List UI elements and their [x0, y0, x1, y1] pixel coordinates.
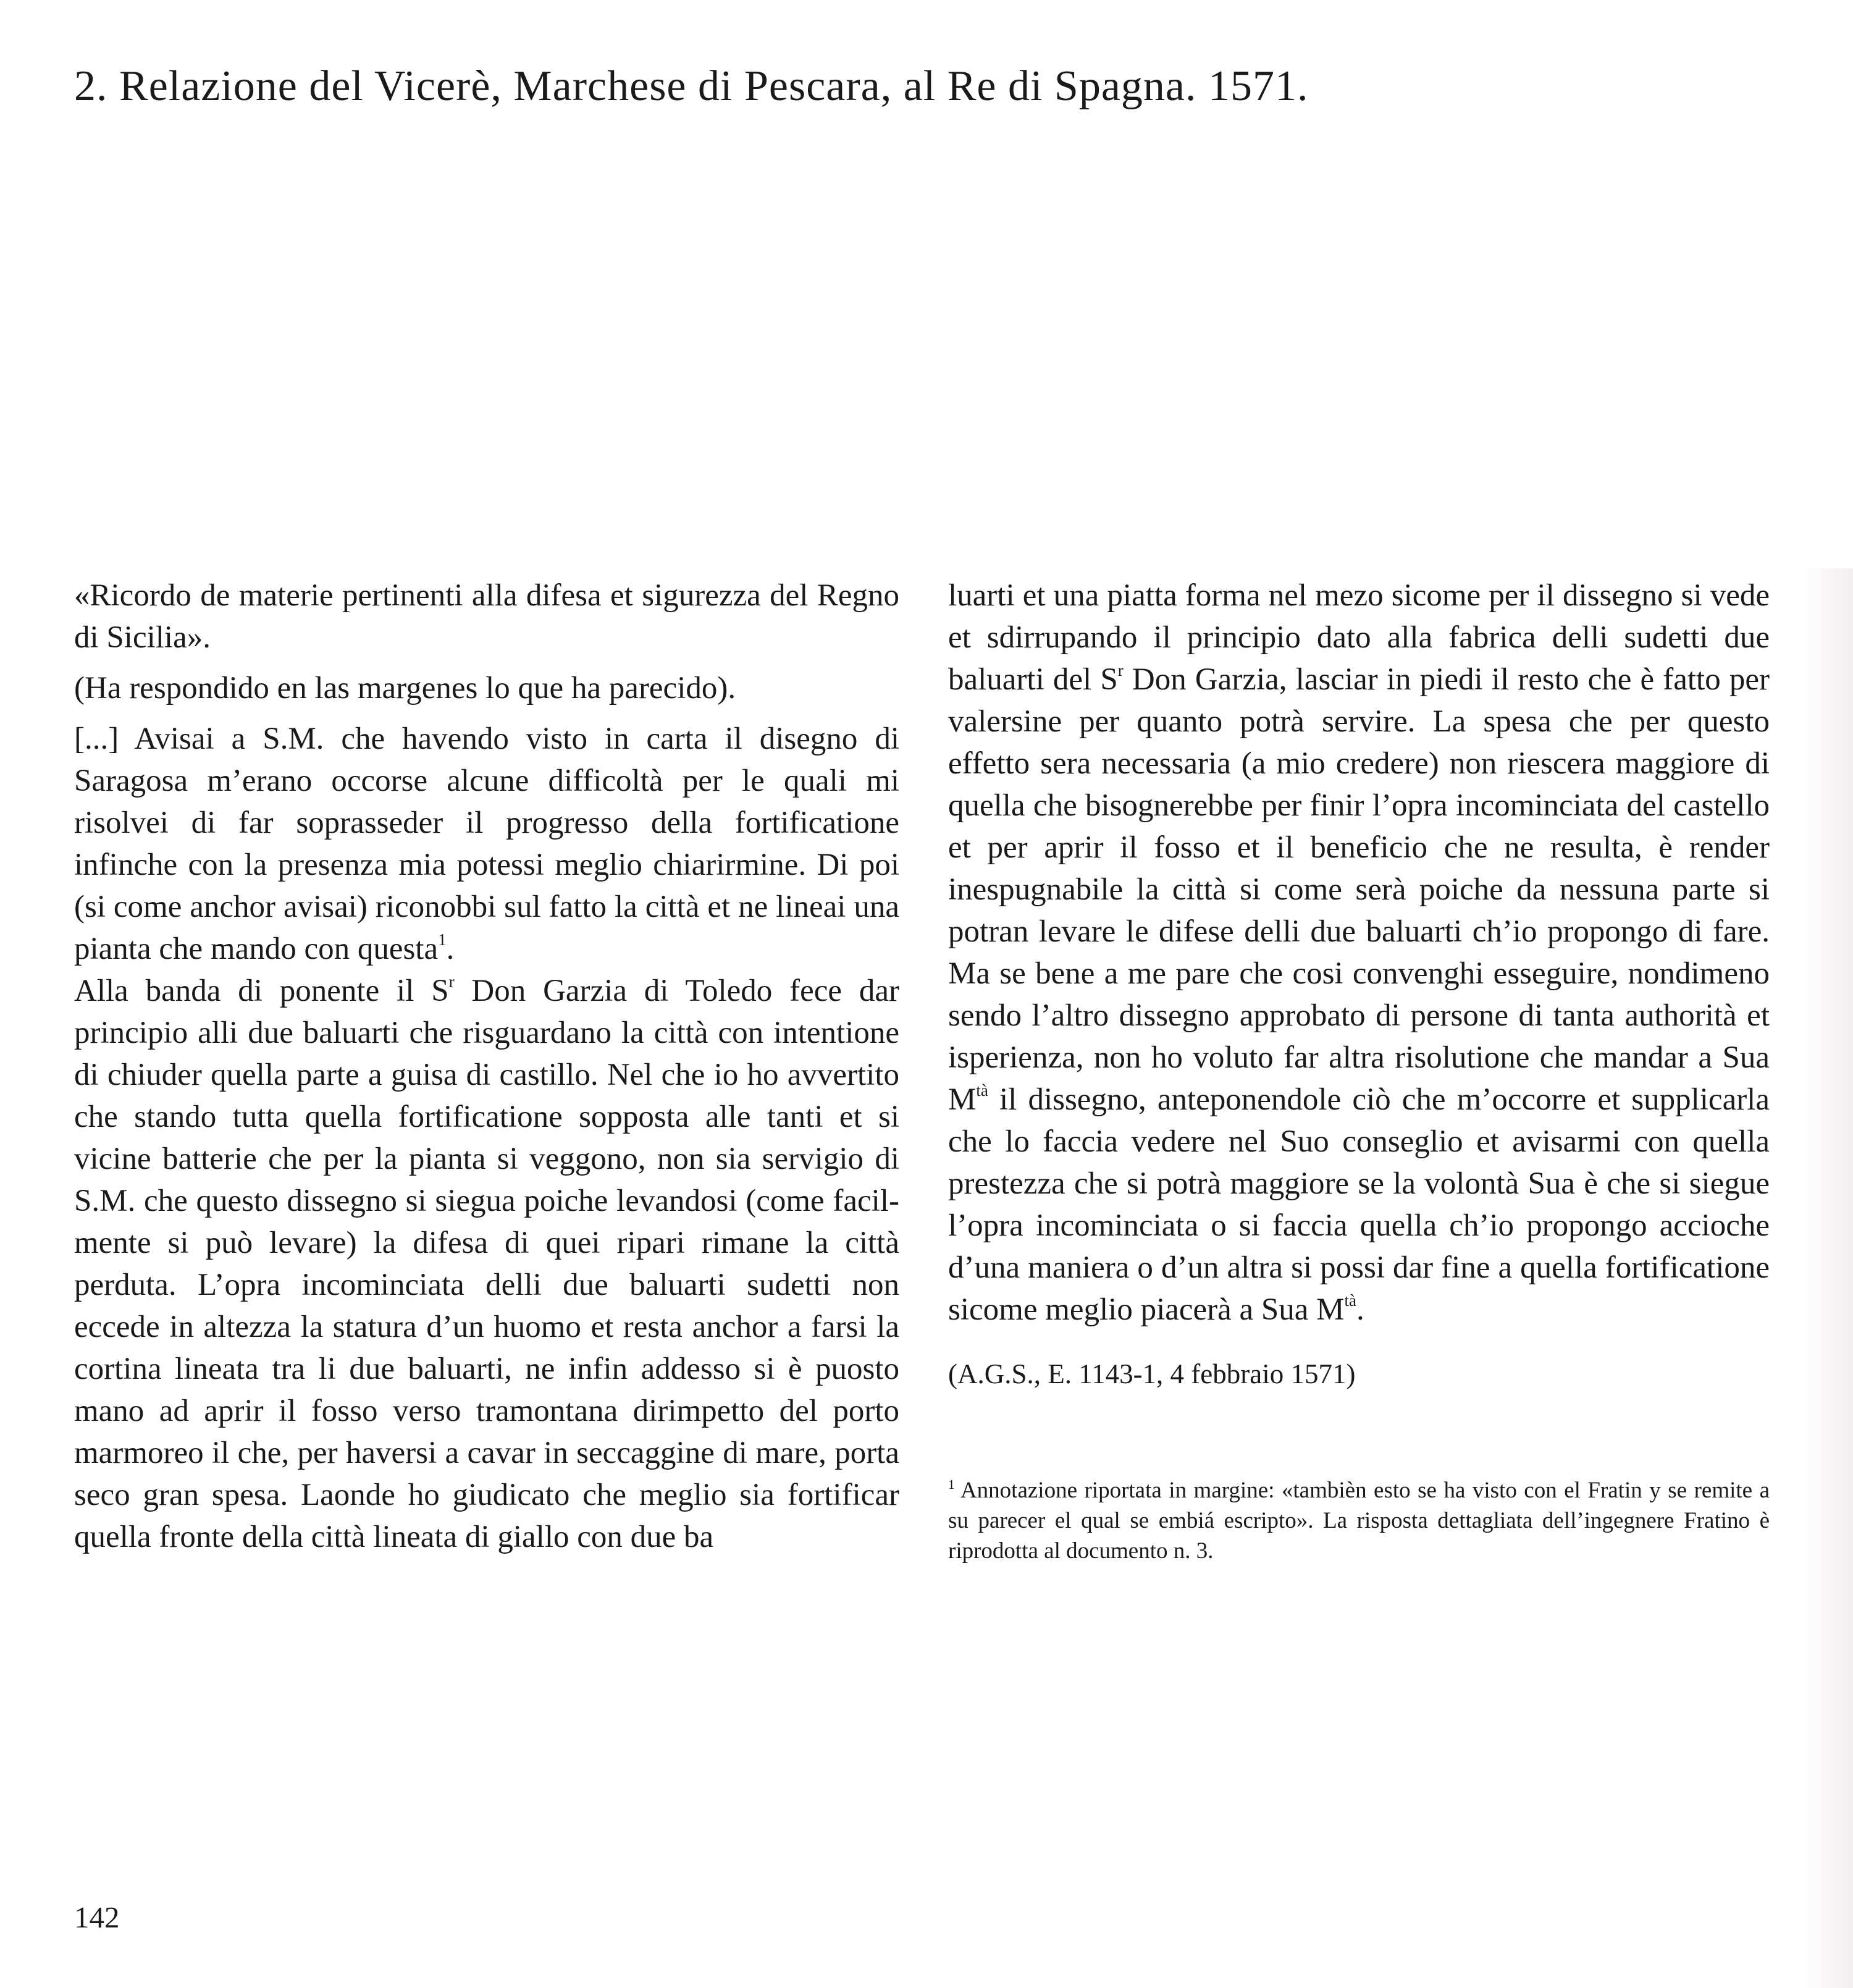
footnote [948, 1475, 1770, 1566]
spanish-note: (Ha respondido en las margenes lo que ha parecido). [74, 671, 736, 705]
continued-text-c: il dissegno, anteponendole ciò che m’occorre et supplicarla che lo faccia vedere nel Suo conseglio et avisarmi con quella prestezza che si potrà maggiore se la volontà Sua è che si siegue l’opra incominciata o si faccia quella ch’io propongo accioche d’una maniera o d’un altra si possi dar fine a quella fortificatione sicome meglio piacerà a Sua M [948, 1082, 1770, 1327]
superscript-r: r [448, 972, 455, 991]
paragraph-2-text: Don Garzia di Toledo fece dar principio alli due baluarti che risguardano la città con intentione di chiuder quella parte a guisa di castillo. Nel che io ho avvertito che stando tutta quella fortificatione sopposta alle tanti et si vicine batterie che per la pianta si veggono, non sia servigio di S.M. che questo dissegno si siegua poiche levandosi (come facilmente si può levare) la difesa di quei ripari rimane la città perduta. L’opra incominciata delli due baluarti sudetti non eccede in altezza la statura d’un huomo et resta anchor a farsi la cortina lineata tra li due baluarti, ne infin addesso si è puosto mano ad aprir il fosso verso tramontana dirimpetto del porto marmoreo il che, per haversi a cavar in seccaggine di mare, porta seco gran spesa. Laonde ho giudicato che meglio sia fortificar quella fronte della città lineata di giallo con due ba [74, 974, 899, 1554]
paragraph-2-start: Alla banda di ponente il S [74, 974, 449, 1008]
footnote-text: Annotazione riportata in margine: «tambièn esto se ha visto con el Fratin y se remite a su parecer el qual se embiá escripto». La risposta dettagliata dell’ingegnere Fratino è riprodotta al documento n. 3. [948, 1478, 1770, 1564]
paragraph-1-text: [...] Avisai a S.M. che havendo visto in carta il disegno di Saragosa m’erano occorse alcune difficoltà per le quali mi risolvei di far soprasseder il progresso della fortificatione infinche con la presenza mia potessi meglio chiarirmine. Di poi (si come anchor avisai) riconobbi sul fatto la città et ne lineai una pianta che mando con questa [74, 722, 899, 966]
superscript-ta: tà [976, 1081, 988, 1100]
page-number: 142 [74, 1900, 120, 1934]
paragraph-1-end: . [446, 932, 455, 966]
footnote-reference: 1 [438, 930, 447, 949]
intro-quote: «Ricordo de materie pertinenti alla difesa et sigurezza del Regno di Sicilia». [74, 578, 899, 655]
superscript-r: r [1117, 661, 1124, 680]
paragraph-continued [948, 575, 1770, 1331]
left-text-column [74, 575, 899, 1558]
right-text-column [948, 575, 1770, 1566]
page-edge-shadow [1804, 568, 1853, 1988]
paragraph-2 [74, 970, 899, 1558]
footnote-mark: 1 [948, 1477, 955, 1492]
paragraph-1 [74, 718, 899, 970]
document-heading: 2. Relazione del Vicerè, Marchese di Pescara, al Re di Spagna. 1571. [74, 62, 1309, 110]
archive-citation: (A.G.S., E. 1143-1, 4 febbraio 1571) [948, 1358, 1356, 1389]
continued-text-d: . [1356, 1292, 1364, 1327]
superscript-ta: tà [1344, 1291, 1357, 1310]
continued-text-a: luarti et una piatta forma nel mezo sicome per il dissegno si vede et sdirrupando il principio dato alla fabrica delli sudetti due baluarti del S [948, 578, 1770, 697]
continued-text-b: Don Garzia, lasciar in piedi il resto che è fatto per valersine per quanto potrà servire. La spesa che per questo effetto sera necessaria (a mio credere) non riescera maggiore di quella che bisognerebbe per finir l’opra incominciata del castello et per aprir il fosso et il beneficio che ne resulta, è render inespugnabile la città si come serà poiche da nessuna parte si potran levare le difese delli due baluarti ch’io propongo di fare. Ma se bene a me pare che cosi convenghi esseguire, nondimeno sendo l’altro dissegno approbato di persone di tanta authorità et isperienza, non ho voluto far altra risolutione che mandar a Sua M [948, 662, 1770, 1117]
